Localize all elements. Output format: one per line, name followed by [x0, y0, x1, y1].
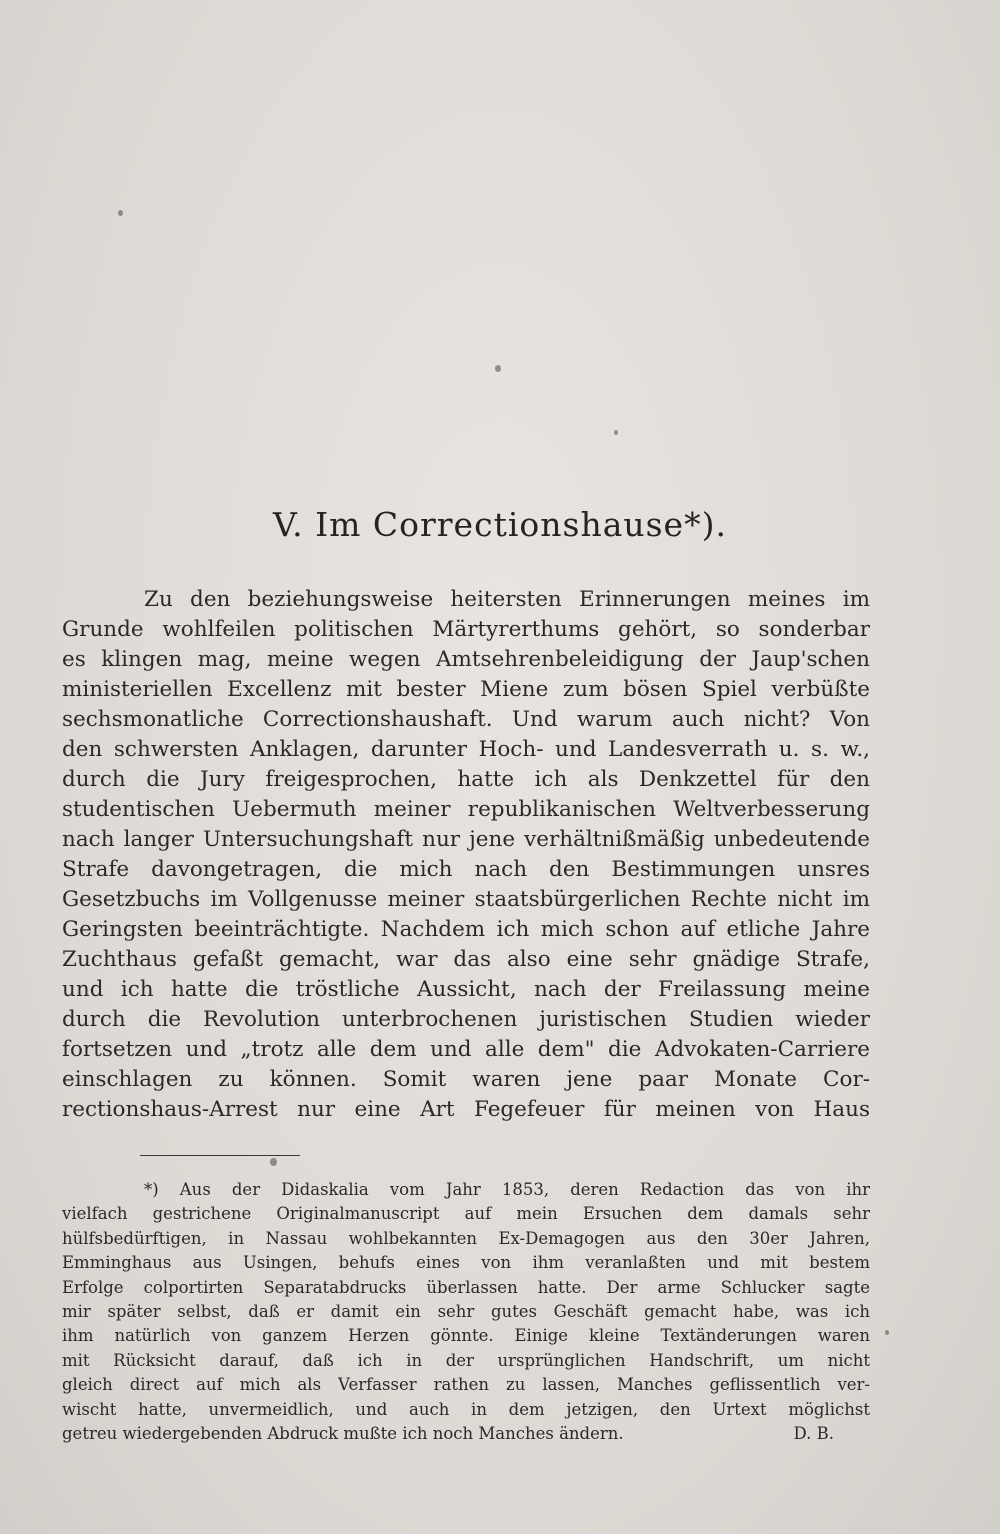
footnote-line: mit Rücksicht darauf, daß ich in der ursprünglichen Handschrift, um nicht [62, 1350, 870, 1370]
footnote-line: *) Aus der Didaskalia vom Jahr 1853, deren Redaction das von ihr [144, 1180, 870, 1199]
footnote [62, 1178, 870, 1446]
footnote-last-line [62, 1422, 870, 1446]
footnote-line: ihm natürlich von ganzem Herzen gönnte. Einige kleine Textänderungen waren [62, 1326, 870, 1346]
footnote-line: Erfolge colportirten Separatabdrucks überlassen hatte. Der arme Schlucker sagte [62, 1277, 870, 1297]
paper-speck [495, 365, 501, 372]
body-line: Zuchthaus gefaßt gemacht, war das also eine sehr gnädige Strafe, [62, 947, 870, 972]
footnote-signature: D. B. [793, 1423, 834, 1443]
body-text [62, 585, 870, 1125]
body-line: nach langer Untersuchungshaft nur jene verhältnißmäßig unbedeutende [62, 827, 870, 852]
footnote-line: vielfach gestrichene Originalmanuscript auf mein Ersuchen dem damals sehr [62, 1204, 870, 1224]
footnote-line: mir später selbst, daß er damit ein sehr gutes Geschäft gemacht habe, was ich [62, 1301, 870, 1321]
body-line: Geringsten beeinträchtigte. Nachdem ich mich schon auf etliche Jahre [62, 917, 870, 942]
body-line: Zu den beziehungsweise heitersten Erinnerungen meines im [144, 587, 870, 612]
paper-speck [885, 1330, 889, 1335]
body-line: sechsmonatliche Correctionshaushaft. Und warum auch nicht? Von [62, 707, 870, 732]
body-line: den schwersten Anklagen, darunter Hoch- und Landesverrath u. s. w., [62, 737, 870, 762]
body-line: studentischen Uebermuth meiner republikanischen Weltverbesserung [62, 797, 870, 822]
paper-speck [270, 1158, 277, 1166]
body-line: einschlagen zu können. Somit waren jene paar Monate Cor- [62, 1067, 870, 1092]
footnote-divider [140, 1155, 300, 1156]
footnote-line: Emminghaus aus Usingen, behufs eines von ihm veranlaßten und mit bestem [62, 1253, 870, 1273]
chapter-title: V. Im Correctionshause*). [273, 505, 727, 544]
body-line: Grunde wohlfeilen politischen Märtyrerthums gehört, so sonderbar [62, 617, 870, 642]
paper-speck [614, 430, 618, 435]
footnote-closing-text: getreu wiedergebenden Abdruck mußte ich noch Manches ändern. [62, 1423, 624, 1443]
body-line: Strafe davongetragen, die mich nach den Bestimmungen unsres [62, 857, 870, 882]
body-line: durch die Jury freigesprochen, hatte ich als Denkzettel für den [62, 767, 870, 792]
body-line: Gesetzbuchs im Vollgenusse meiner staatsbürgerlichen Rechte nicht im [62, 887, 870, 912]
paper-speck [118, 210, 123, 216]
footnote-line: hülfsbedürftigen, in Nassau wohlbekannten Ex-Demagogen aus den 30er Jahren, [62, 1228, 870, 1248]
body-line: es klingen mag, meine wegen Amtsehrenbeleidigung der Jaup'schen [62, 647, 870, 672]
footnote-line: gleich direct auf mich als Verfasser rathen zu lassen, Manches geflissentlich ver- [62, 1375, 870, 1395]
body-line: und ich hatte die tröstliche Aussicht, nach der Freilassung meine [62, 977, 870, 1002]
body-line: rectionshaus-Arrest nur eine Art Fegefeuer für meinen von Haus [62, 1097, 870, 1122]
body-line: ministeriellen Excellenz mit bester Miene zum bösen Spiel verbüßte [62, 677, 870, 702]
body-line: fortsetzen und „trotz alle dem und alle dem" die Advokaten-Carriere [62, 1037, 870, 1062]
footnote-line: wischt hatte, unvermeidlich, und auch in dem jetzigen, den Urtext möglichst [62, 1399, 870, 1419]
body-line: durch die Revolution unterbrochenen juristischen Studien wieder [62, 1007, 870, 1032]
